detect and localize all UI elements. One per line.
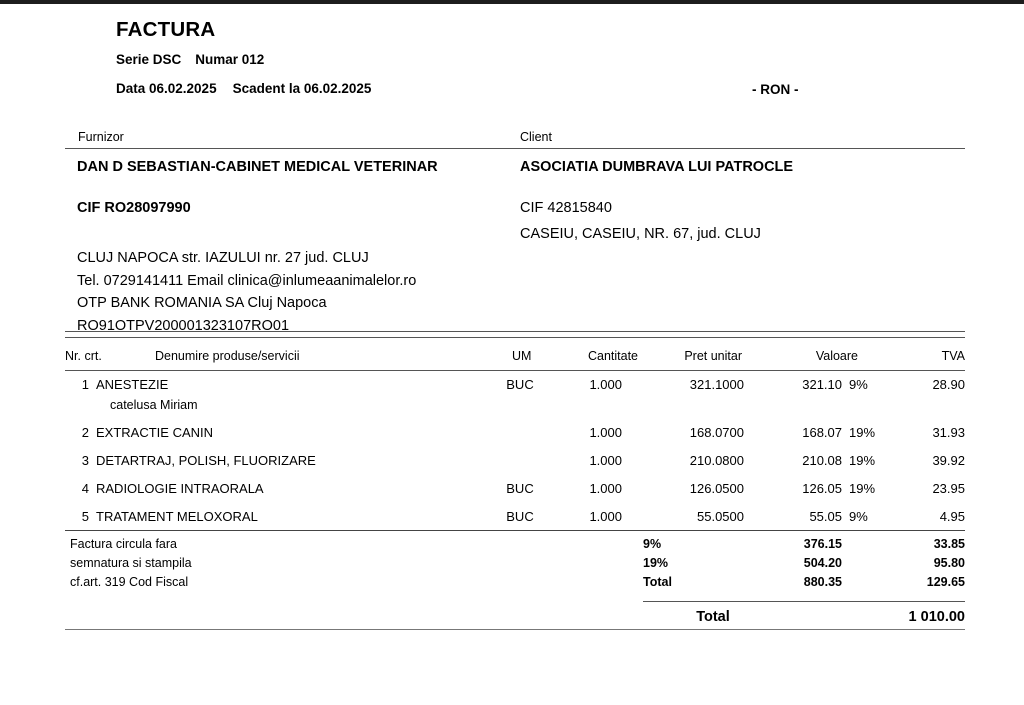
client-cif: CIF 42815840 bbox=[520, 200, 612, 216]
table-row: 28.90 bbox=[932, 377, 965, 392]
vat-summary-vat: 33.85 bbox=[933, 537, 965, 551]
table-row: 1.000 bbox=[589, 425, 622, 440]
invoice-due-date: Scadent la 06.02.2025 bbox=[232, 81, 372, 96]
table-row: 5 bbox=[81, 509, 89, 524]
invoice-dates bbox=[116, 81, 371, 96]
table-header-divider bbox=[65, 370, 965, 371]
column-header-nr: Nr. crt. bbox=[65, 349, 102, 363]
supplier-iban: RO91OTPV200001323107RO01 bbox=[77, 317, 290, 334]
table-row: 1.000 bbox=[589, 509, 622, 524]
vat-summary-vat: 129.65 bbox=[926, 575, 965, 589]
invoice-serie-number bbox=[116, 52, 264, 67]
table-row: 4 bbox=[81, 481, 89, 496]
grand-total-label: Total bbox=[696, 609, 730, 625]
table-row: 23.95 bbox=[932, 481, 965, 496]
supplier-details bbox=[77, 247, 416, 337]
invoice-serie: Serie DSC bbox=[116, 52, 182, 67]
supplier-address: CLUJ NAPOCA str. IAZULUI nr. 27 jud. CLUJ bbox=[77, 250, 369, 266]
vat-summary-base: 504.20 bbox=[803, 556, 842, 570]
column-header-um: UM bbox=[512, 349, 532, 363]
table-row: 168.0700 bbox=[689, 425, 744, 440]
grand-total-value: 1 010.00 bbox=[908, 609, 965, 625]
invoice-number: Numar 012 bbox=[195, 52, 265, 67]
column-header-tva: TVA bbox=[941, 349, 965, 363]
table-row: 1.000 bbox=[589, 481, 622, 496]
table-row: ANESTEZIE bbox=[96, 377, 169, 392]
table-row: 126.05 bbox=[802, 481, 842, 496]
table-row-vat-rate: 19% bbox=[849, 481, 876, 496]
table-row: 39.92 bbox=[932, 453, 965, 468]
column-header-pret-unitar: Pret unitar bbox=[684, 349, 742, 363]
vat-summary-vat: 95.80 bbox=[933, 556, 965, 570]
table-row-vat-rate: 19% bbox=[849, 453, 876, 468]
table-row: 210.0800 bbox=[689, 453, 744, 468]
table-top-divider-inner bbox=[65, 337, 965, 338]
vat-summary-label: 19% bbox=[643, 556, 669, 570]
supplier-bank: OTP BANK ROMANIA SA Cluj Napoca bbox=[77, 295, 327, 311]
table-row: 55.05 bbox=[809, 509, 842, 524]
table-row: 210.08 bbox=[802, 453, 842, 468]
supplier-cif: CIF RO28097990 bbox=[77, 200, 191, 216]
invoice-date: Data 06.02.2025 bbox=[116, 81, 217, 96]
table-row: 31.93 bbox=[932, 425, 965, 440]
vat-summary-label: Total bbox=[643, 575, 672, 589]
supplier-name: DAN D SEBASTIAN-CABINET MEDICAL VETERINAR bbox=[77, 159, 438, 175]
client-name: ASOCIATIA DUMBRAVA LUI PATROCLE bbox=[520, 159, 794, 175]
supplier-contact: Tel. 0729141411 Email clinica@inlumeaanimalelor.ro bbox=[77, 272, 417, 289]
table-row: RADIOLOGIE INTRAORALA bbox=[96, 481, 264, 496]
table-row: 3 bbox=[81, 453, 89, 468]
table-row: 321.1000 bbox=[689, 377, 744, 392]
page-bottom-divider bbox=[65, 629, 965, 630]
table-row: 1 bbox=[81, 377, 89, 392]
table-row: BUC bbox=[506, 509, 534, 524]
column-header-cantitate: Cantitate bbox=[587, 349, 638, 363]
table-row-vat-rate: 9% bbox=[849, 377, 868, 392]
table-row-vat-rate: 19% bbox=[849, 425, 876, 440]
table-row: 2 bbox=[81, 425, 89, 440]
footer-note-line-1: Factura circula fara bbox=[70, 537, 177, 551]
parties-divider bbox=[65, 148, 965, 149]
table-row: 168.07 bbox=[802, 425, 842, 440]
client-section-label: Client bbox=[520, 130, 552, 144]
table-top-divider-outer bbox=[65, 331, 965, 332]
footer-note-line-2: semnatura si stampila bbox=[70, 556, 192, 570]
column-header-valoare: Valoare bbox=[815, 349, 858, 363]
table-bottom-divider bbox=[65, 530, 965, 531]
table-row: 4.95 bbox=[939, 509, 965, 524]
table-row: EXTRACTIE CANIN bbox=[96, 425, 214, 440]
client-address: CASEIU, CASEIU, NR. 67, jud. CLUJ bbox=[520, 226, 761, 242]
table-row: TRATAMENT MELOXORAL bbox=[96, 509, 258, 524]
table-row: 1.000 bbox=[589, 377, 622, 392]
table-row-vat-rate: 9% bbox=[849, 509, 868, 524]
page-title: FACTURA bbox=[116, 18, 216, 41]
currency-label: - RON - bbox=[752, 82, 799, 97]
table-row: BUC bbox=[506, 377, 534, 392]
table-row: DETARTRAJ, POLISH, FLUORIZARE bbox=[96, 453, 316, 468]
table-row: 321.10 bbox=[802, 377, 842, 392]
column-header-denumire: Denumire produse/servicii bbox=[155, 349, 300, 363]
vat-summary-label: 9% bbox=[643, 537, 662, 551]
table-row-subtext: catelusa Miriam bbox=[110, 398, 198, 412]
table-row: 126.0500 bbox=[689, 481, 744, 496]
vat-summary-base: 880.35 bbox=[803, 575, 842, 589]
table-row: BUC bbox=[506, 481, 534, 496]
table-row: 1.000 bbox=[589, 453, 622, 468]
supplier-section-label: Furnizor bbox=[78, 130, 124, 144]
table-row: 55.0500 bbox=[697, 509, 744, 524]
vat-summary-base: 376.15 bbox=[803, 537, 842, 551]
invoice-page bbox=[0, 4, 1024, 705]
footer-note-line-3: cf.art. 319 Cod Fiscal bbox=[70, 575, 189, 589]
grand-total-divider bbox=[643, 601, 965, 602]
